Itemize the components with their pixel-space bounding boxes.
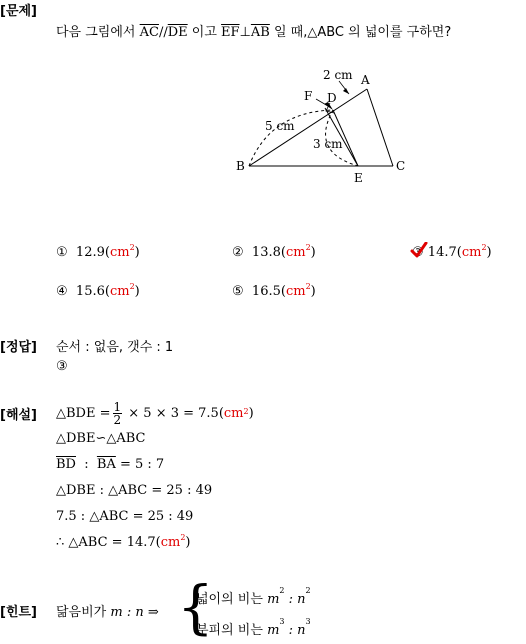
answer-line-1: 순서 : 없음, 갯수 : 1 — [56, 340, 174, 355]
choice-2-mark: ② — [232, 245, 244, 260]
label-a: A — [361, 73, 370, 87]
hint-brace: { — [177, 573, 214, 641]
choice-2-unit: cm — [285, 245, 306, 260]
arrowhead-2cm — [343, 88, 349, 94]
fraction-denominator: 2 — [113, 412, 122, 427]
choice-3-mark-wrap — [412, 245, 424, 260]
choice-2-sup: 2 — [305, 243, 311, 252]
question-tag: [문제] — [0, 4, 37, 19]
solution-line-2: △DBE∽△ABC — [56, 431, 146, 446]
hint-area-sup2: 2 — [305, 586, 311, 595]
side-ac — [367, 89, 393, 166]
choice-4-mark: ④ — [56, 284, 68, 299]
choice-3-sup: 2 — [481, 243, 487, 252]
hint-ratio: m : n ⇒ — [110, 605, 159, 620]
choice-4[interactable] — [56, 284, 140, 299]
hint-area-n: : n — [284, 592, 306, 607]
label-e: E — [354, 171, 363, 185]
solution-l1-sup: 2 — [243, 406, 249, 416]
choice-5-sup: 2 — [305, 282, 311, 291]
choice-5[interactable] — [232, 284, 316, 299]
choice-1-mark: ① — [56, 245, 68, 260]
solution-line-6 — [56, 535, 191, 550]
solution-line-5: 7.5 : △ABC = 25 : 49 — [56, 509, 194, 524]
choice-4-close: ) — [134, 284, 140, 299]
choice-5-unit: cm — [285, 284, 306, 299]
answer-tag: [정답] — [0, 340, 37, 355]
choice-1-value: 12.9( — [75, 245, 110, 260]
choice-2-value: 13.8( — [251, 245, 286, 260]
hint-volume-m: m — [267, 623, 280, 638]
hint-volume-sup2: 3 — [305, 617, 311, 626]
solution-l1-unit: cm — [223, 405, 244, 421]
segment-bd: $\overline{BD}$ — [56, 457, 76, 472]
hint-volume-label: 부피의 비는 — [196, 623, 268, 638]
fraction-half — [113, 401, 123, 426]
hint-area-sup1: 2 — [279, 586, 285, 595]
label-d: D — [327, 91, 337, 105]
label-2cm: 2 cm — [323, 68, 353, 82]
segment-ba: $\overline{BA}$ — [96, 457, 116, 472]
segment-de: $\overline{DE}$ — [167, 25, 188, 40]
choice-3-close: ) — [486, 245, 492, 260]
solution-l6-sup: 2 — [180, 533, 186, 542]
label-b: B — [236, 159, 245, 173]
choice-4-value: 15.6( — [75, 284, 110, 299]
solution-l1-close: ) — [248, 405, 254, 421]
choice-1-unit: cm — [109, 245, 130, 260]
choice-3-unit: cm — [461, 245, 482, 260]
choice-5-close: ) — [310, 284, 316, 299]
choice-2-close: ) — [310, 245, 316, 260]
hint-area-label: 넓이의 비는 — [196, 592, 268, 607]
hint-tag: [힌트] — [0, 605, 37, 620]
hint-volume-line — [196, 619, 311, 638]
choice-5-value: 16.5( — [251, 284, 286, 299]
question-text — [56, 21, 451, 40]
question-text-post: 일 때,△ABC 의 넓이를 구하면? — [269, 25, 452, 40]
checkmark-icon — [410, 242, 428, 258]
choice-5-mark: ⑤ — [232, 284, 244, 299]
choice-4-unit: cm — [109, 284, 130, 299]
choice-2[interactable] — [232, 245, 316, 260]
label-f: F — [304, 89, 313, 103]
choice-1-sup: 2 — [129, 243, 135, 252]
hint-lead — [56, 601, 159, 620]
choice-4-sup: 2 — [129, 282, 135, 291]
label-5cm: 5 cm — [265, 119, 295, 133]
hint-area-m: m — [267, 592, 280, 607]
triangle-figure — [230, 62, 420, 192]
choice-3-value: 14.7( — [427, 245, 462, 260]
choice-3-mark: ③ — [412, 245, 424, 260]
label-c: C — [396, 159, 406, 173]
question-text-mid: 이고 — [187, 25, 222, 40]
solution-l6-unit: cm — [160, 535, 181, 550]
solution-l1-pre: △BDE = — [56, 405, 111, 421]
choice-1-close: ) — [134, 245, 140, 260]
choice-1[interactable] — [56, 245, 140, 260]
segment-ac: $\overline{AC}$ — [139, 25, 159, 40]
answer-line-2: ③ — [56, 359, 68, 374]
perpendicular-symbol: ⊥ — [239, 25, 251, 40]
label-3cm: 3 cm — [313, 137, 343, 151]
choice-3[interactable] — [412, 245, 492, 260]
hint-volume-n: : n — [284, 623, 306, 638]
solution-l6-pre: ∴ △ABC = 14.7( — [56, 535, 161, 550]
segment-ab: $\overline{AB}$ — [250, 25, 270, 40]
solution-l3-mid: : — [75, 457, 97, 472]
fraction-numerator: 1 — [113, 399, 122, 414]
question-text-pre: 다음 그림에서 — [56, 25, 140, 40]
segment-ef: $\overline{EF}$ — [221, 25, 240, 40]
hint-lead-text: 닮음비가 — [56, 605, 111, 620]
solution-line-4: △DBE : △ABC = 25 : 49 — [56, 483, 213, 498]
parallel-symbol: // — [158, 25, 168, 40]
solution-l3-post: = 5 : 7 — [115, 457, 165, 472]
solution-line-3 — [56, 457, 164, 472]
solution-l6-close: ) — [185, 535, 191, 550]
solution-line-1 — [56, 396, 254, 430]
hint-volume-sup1: 3 — [279, 617, 285, 626]
solution-tag: [해설] — [0, 408, 37, 423]
hint-area-line — [196, 588, 311, 607]
solution-l1-post: × 5 × 3 = 7.5( — [124, 405, 224, 421]
